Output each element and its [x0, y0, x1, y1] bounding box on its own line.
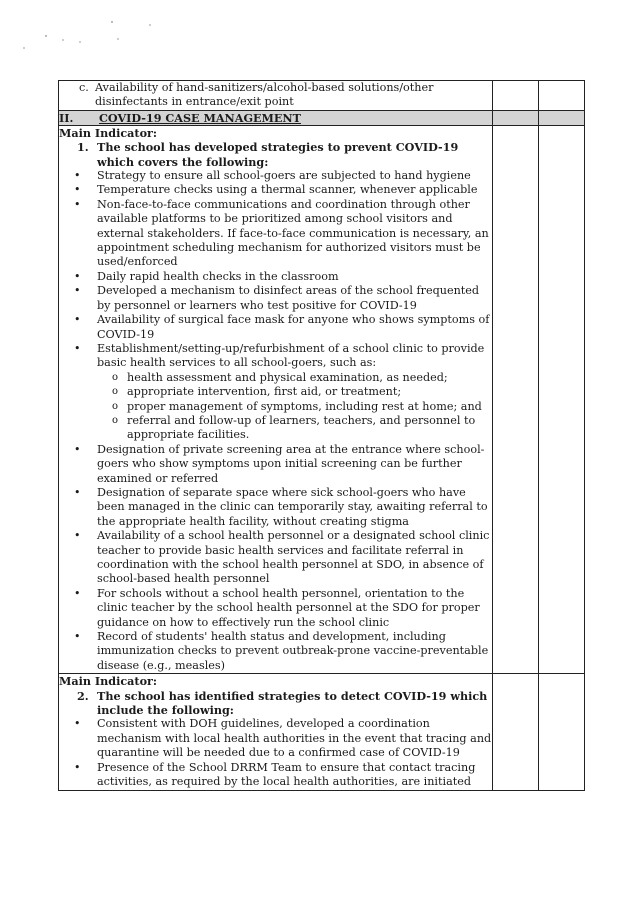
bullet-icon: • — [74, 313, 81, 327]
rating-cell[interactable] — [493, 674, 539, 790]
list-item — [59, 198, 492, 270]
list-item — [59, 761, 492, 790]
bullet-text: Developed a mechanism to disinfect areas of the school frequented by personnel or learners who test positive for COVID-19 — [97, 284, 480, 312]
rating-cell[interactable] — [493, 125, 539, 673]
checklist-table — [58, 80, 585, 791]
bullet-text: Temperature checks using a thermal scanner, whenever applicable — [97, 183, 478, 197]
bullet-text: Designation of separate space where sick school-goers who have been managed in the clinic can temporarily stay, awaiting referral to the appropriate health facility, without creating stigma — [97, 485, 488, 528]
indicator-number: 2. — [77, 688, 89, 703]
list-item — [59, 630, 492, 673]
main-indicator-label: Main Indicator: — [59, 125, 158, 140]
bullet-text: Designation of private screening area at the entrance where school-goers who show symptoms upon initial screening can be further examined or referred — [97, 442, 485, 485]
list-item — [59, 284, 492, 313]
section-title: COVID-19 CASE MANAGEMENT — [99, 110, 301, 125]
bullet-icon: • — [74, 341, 81, 355]
list-item — [59, 342, 492, 371]
list-item — [59, 587, 492, 630]
bullet-icon: • — [74, 197, 81, 211]
section-header-row — [59, 110, 585, 125]
indicator-text: The school has identified strategies to detect COVID-19 which include the following: — [97, 688, 488, 718]
remarks-cell[interactable] — [539, 125, 585, 673]
list-item — [59, 529, 492, 587]
bullet-icon: • — [74, 529, 81, 543]
indicator-number: 1. — [77, 140, 89, 155]
bullet-text: Establishment/setting-up/refurbishment of a school clinic to provide basic health services to all school-goers, such as: — [97, 341, 485, 370]
circle-bullet-icon: o — [112, 371, 119, 383]
sub-item-text: proper management of symptoms, including rest at home; and — [127, 399, 482, 413]
rating-cell[interactable] — [493, 81, 539, 111]
bullet-text: Consistent with DOH guidelines, developed a coordination mechanism with local health authorities in the event that tracing and quarantine will be needed due to a confirmed case of COVID-19 — [97, 717, 492, 760]
section-header — [59, 110, 493, 125]
sub-list-item — [59, 414, 492, 443]
list-item — [59, 169, 492, 183]
sub-item-text: health assessment and physical examination, as needed; — [127, 370, 448, 384]
scan-specks — [0, 0, 638, 80]
bullet-icon: • — [74, 169, 81, 183]
sub-list-item — [59, 385, 492, 399]
criteria-cell — [59, 125, 493, 673]
indicator-heading — [59, 140, 492, 169]
bullet-text: Daily rapid health checks in the classroom — [97, 269, 339, 283]
indicator-heading — [59, 689, 492, 718]
sub-item-text: referral and follow-up of learners, teachers, and personnel to appropriate facilities. — [127, 413, 476, 442]
bullet-text: Availability of surgical face mask for anyone who shows symptoms of COVID-19 — [97, 313, 490, 341]
indicator-text: The school has developed strategies to prevent COVID-19 which covers the following: — [97, 140, 459, 169]
list-item — [59, 81, 492, 110]
bullet-icon: • — [74, 269, 81, 283]
item-text: Availability of hand-sanitizers/alcohol-based solutions/other disinfectants in entrance/exit point — [95, 81, 434, 109]
bullet-text: Non-face-to-face communications and coordination through other available platforms to be prioritized among school visitors and external stakeholders. If face-to-face communication is necessary, an appointment scheduling mechanism for authorized visitors must be used/enforced — [97, 197, 489, 269]
bullet-text: Record of students' health status and development, including immunization checks to prevent outbreak-prone vaccine-preventable disease (e.g., measles) — [97, 630, 489, 672]
bullet-icon: • — [74, 183, 81, 197]
circle-bullet-icon: o — [112, 414, 119, 426]
item-marker: c. — [79, 81, 89, 94]
remarks-cell[interactable] — [539, 81, 585, 111]
sub-list-item — [59, 400, 492, 414]
bullet-icon: • — [74, 760, 81, 774]
list-item — [59, 443, 492, 486]
criteria-cell — [59, 81, 493, 111]
circle-bullet-icon: o — [112, 386, 119, 398]
remarks-cell — [539, 110, 585, 125]
list-item — [59, 183, 492, 197]
section-number: II. — [59, 110, 74, 125]
list-item — [59, 486, 492, 529]
bullet-text: Strategy to ensure all school-goers are subjected to hand hygiene — [97, 169, 471, 183]
row-indicator-2 — [59, 674, 585, 790]
list-item — [59, 270, 492, 284]
bullet-icon: • — [74, 586, 81, 600]
bullet-icon: • — [74, 630, 81, 644]
bullet-icon: • — [74, 284, 81, 298]
sub-item-text: appropriate intervention, first aid, or treatment; — [127, 385, 402, 399]
bullet-text: Presence of the School DRRM Team to ensure that contact tracing activities, as required by the local health authorities, are initiated — [97, 760, 476, 789]
remarks-cell[interactable] — [539, 674, 585, 790]
list-item — [59, 313, 492, 342]
bullet-text: For schools without a school health personnel, orientation to the clinic teacher by the school health personnel at the SDO for proper guidance on how to effectively run the school clinic — [97, 586, 480, 629]
bullet-icon: • — [74, 717, 81, 731]
criteria-cell — [59, 674, 493, 790]
main-indicator-label: Main Indicator: — [59, 674, 158, 689]
row-indicator-1 — [59, 125, 585, 673]
circle-bullet-icon: o — [112, 400, 119, 412]
rating-cell — [493, 110, 539, 125]
row-item-c — [59, 81, 585, 111]
bullet-text: Availability of a school health personnel or a designated school clinic teacher to provide basic health services and facilitate referral in coordination with the school health personnel at SDO, in absence of school-based health personnel — [97, 529, 490, 586]
bullet-icon: • — [74, 485, 81, 499]
sub-list-item — [59, 371, 492, 385]
bullet-icon: • — [74, 442, 81, 456]
list-item — [59, 717, 492, 760]
